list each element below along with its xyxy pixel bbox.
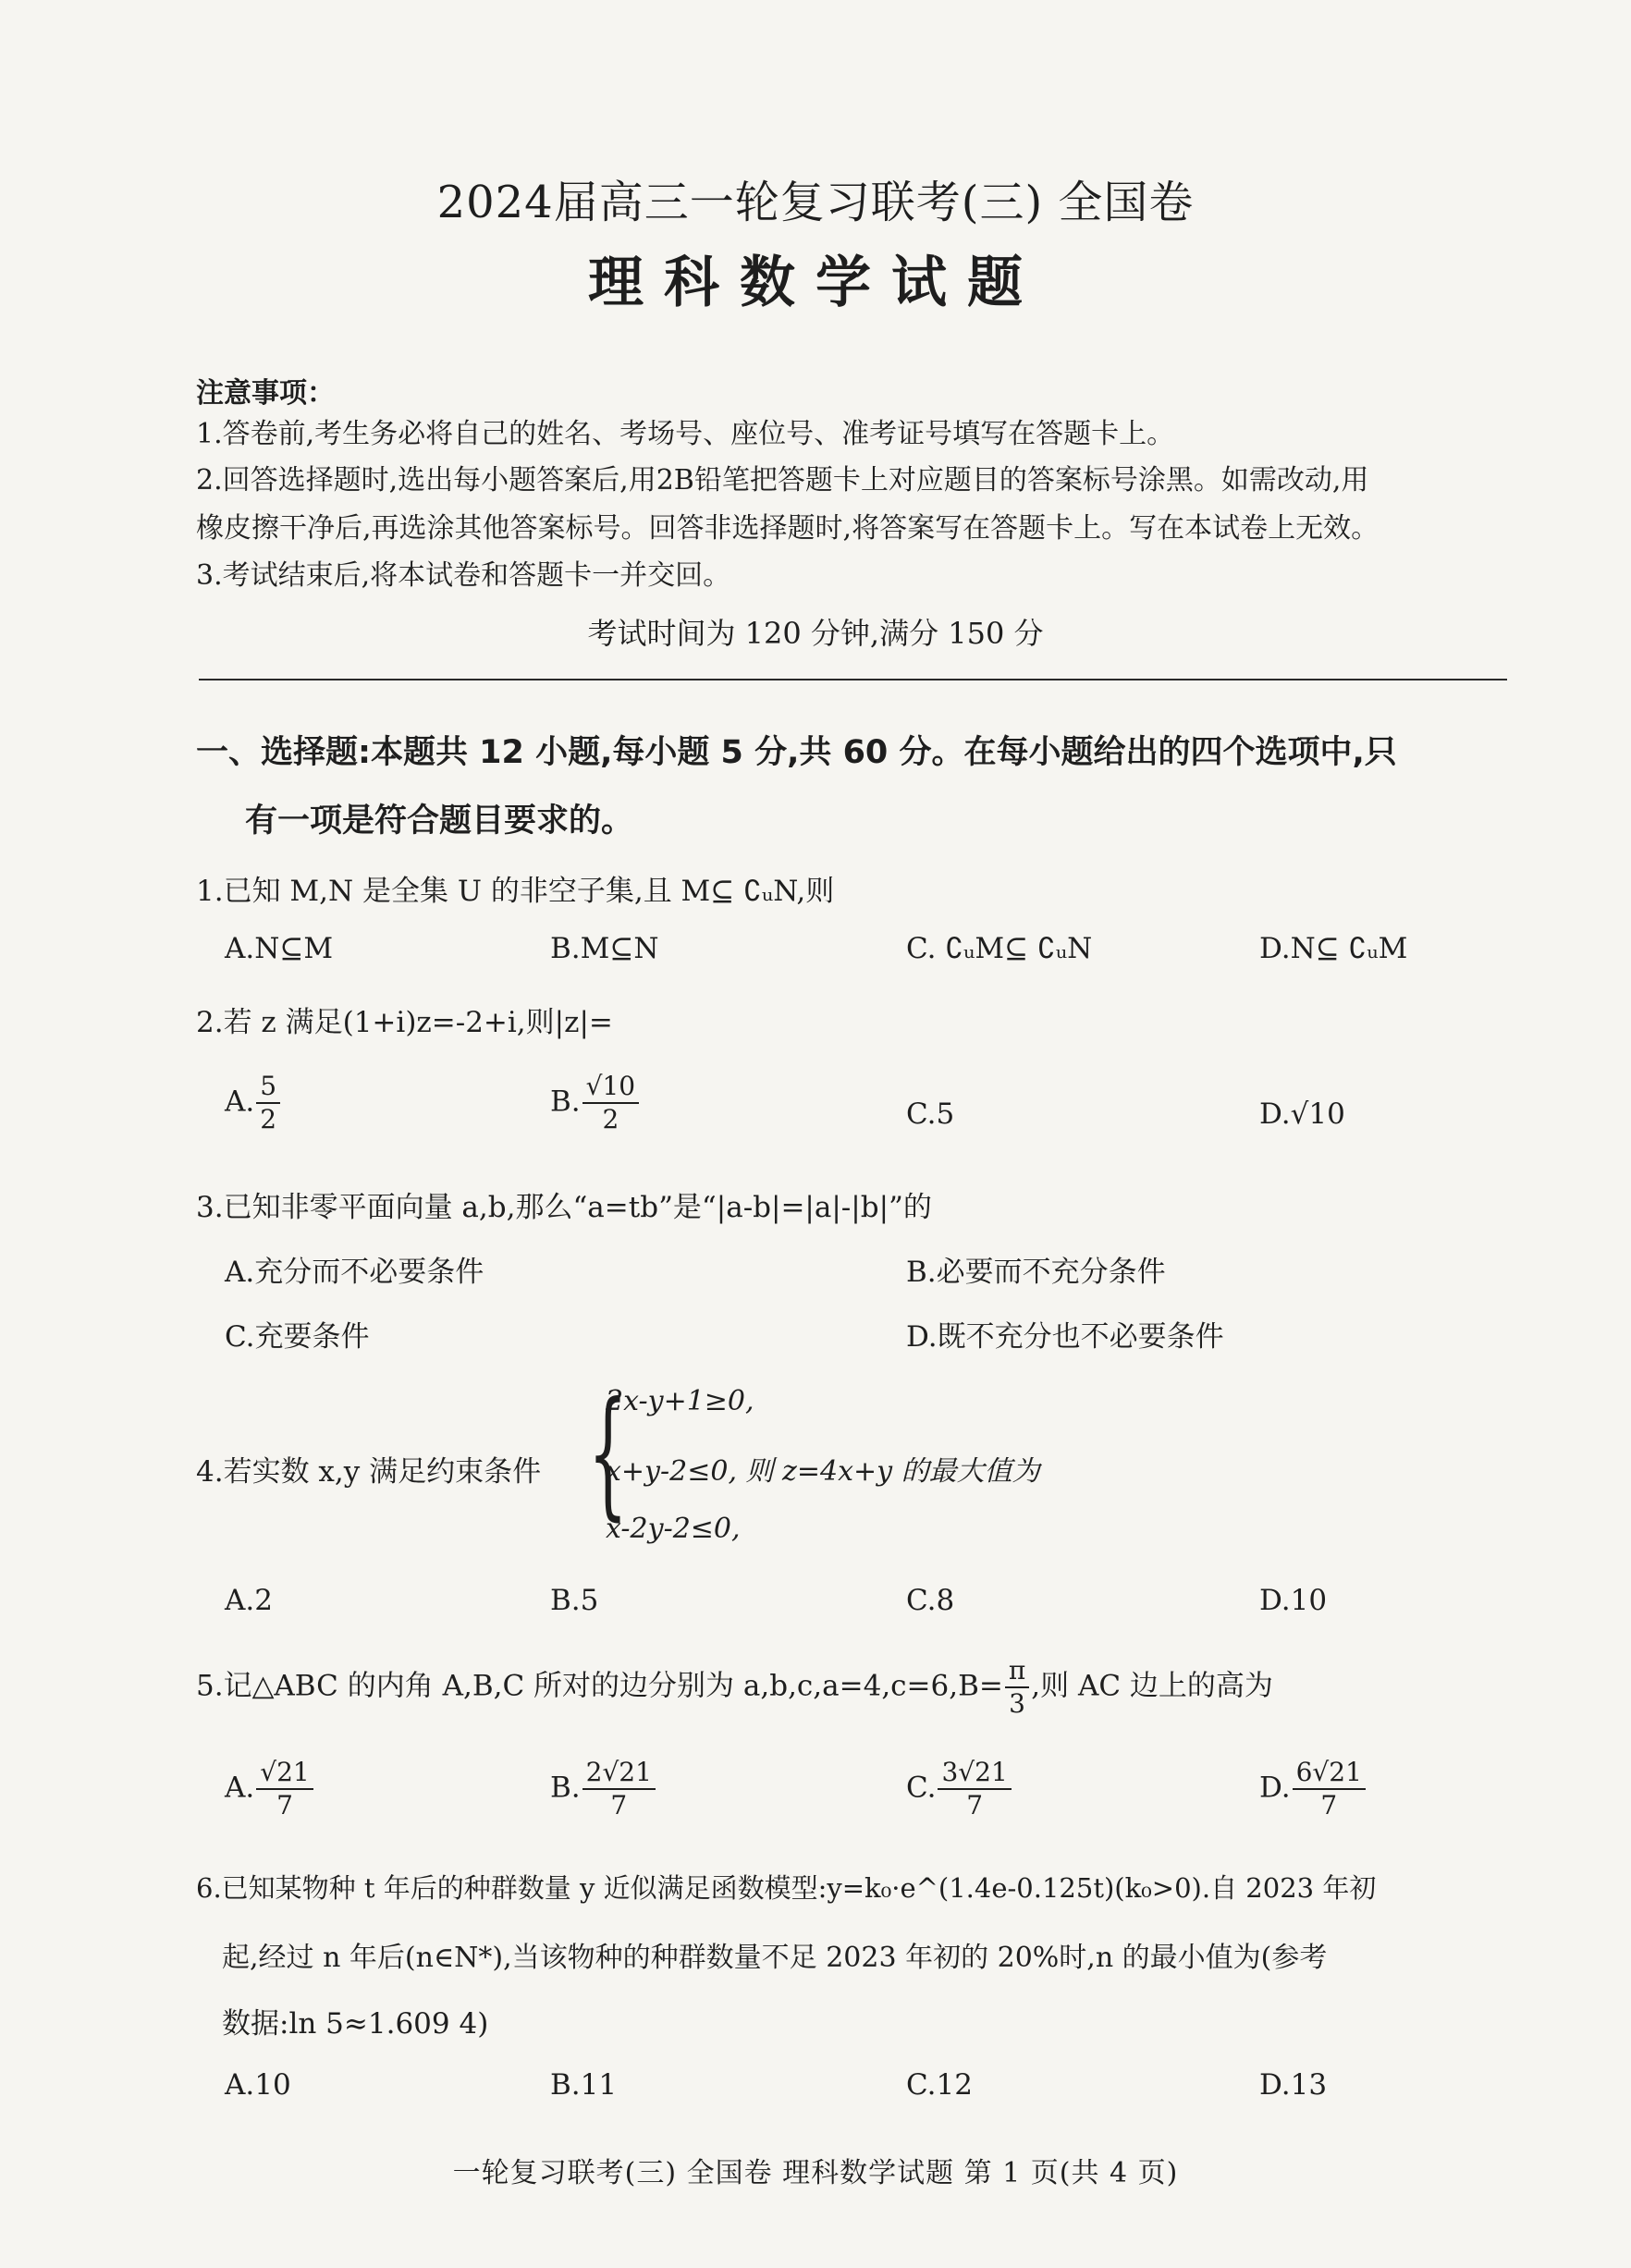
question-5-option-d xyxy=(1259,1757,1367,1821)
fraction-numerator: 5 xyxy=(256,1071,280,1104)
question-3-option-b: B.必要而不充分条件 xyxy=(906,1256,1166,1289)
fraction-numerator: 2√21 xyxy=(582,1757,656,1790)
constraint-3: x-2y-2≤0, xyxy=(606,1513,741,1545)
question-2-option-b-label: B. xyxy=(550,1085,581,1119)
question-2-option-a xyxy=(225,1071,282,1135)
question-6-line-2: 起,经过 n 年后(n∈N*),当该物种的种群数量不足 2023 年初的 20%时,n 的最小值为(参考 xyxy=(222,1942,1328,1974)
fraction-numerator: √10 xyxy=(582,1071,639,1104)
question-5-stem-left: 5.记△ABC 的内角 A,B,C 所对的边分别为 a,b,c,a=4,c=6,B= xyxy=(196,1669,1003,1703)
question-2-stem: 2.若 z 满足(1+i)z=-2+i,则|z|= xyxy=(196,1006,613,1039)
question-2-option-c: C.5 xyxy=(906,1097,955,1131)
option-fraction xyxy=(256,1757,313,1821)
question-2-option-b-fraction xyxy=(582,1071,639,1135)
option-label: C. xyxy=(906,1771,937,1805)
question-6-option-c: C.12 xyxy=(906,2068,973,2102)
question-1-option-a: A.N⊆M xyxy=(225,932,334,965)
question-6-option-b: B.11 xyxy=(550,2068,618,2102)
question-4-option-b: B.5 xyxy=(550,1584,599,1617)
question-4-option-c: C.8 xyxy=(906,1584,955,1617)
question-3-option-a: A.充分而不必要条件 xyxy=(225,1256,484,1289)
constraint-2: x+y-2≤0, 则 z=4x+y 的最大值为 xyxy=(606,1455,1040,1488)
question-6-option-d: D.13 xyxy=(1259,2068,1328,2102)
question-1-option-c: C. ∁ᵤM⊆ ∁ᵤN xyxy=(906,932,1093,965)
question-3-option-d: D.既不充分也不必要条件 xyxy=(906,1320,1224,1354)
question-6-line-3: 数据:ln 5≈1.609 4) xyxy=(222,2007,489,2041)
notice-heading: 注意事项： xyxy=(196,377,335,410)
section-heading: 一、选择题:本题共 12 小题,每小题 5 分,共 60 分。在每小题给出的四个选项中,只 xyxy=(196,734,1397,771)
fraction-numerator: 6√21 xyxy=(1293,1757,1366,1790)
fraction-numerator: 3√21 xyxy=(938,1757,1011,1790)
option-fraction xyxy=(938,1757,1011,1821)
fraction-denominator: 7 xyxy=(276,1790,293,1821)
question-5-option-b xyxy=(550,1757,657,1821)
system-brace: { xyxy=(588,1373,628,1534)
fraction-denominator: 7 xyxy=(966,1790,984,1821)
angle-b-fraction xyxy=(1005,1655,1029,1720)
question-4-stem: 4.若实数 x,y 满足约束条件 xyxy=(196,1455,542,1489)
question-6-option-a: A.10 xyxy=(225,2068,291,2102)
fraction-denominator: 2 xyxy=(602,1104,619,1134)
notice-item-2-cont: 橡皮擦干净后,再选涂其他答案标号。回答非选择题时,将答案写在答题卡上。写在本试卷上无效。 xyxy=(196,512,1380,545)
fraction-denominator: 3 xyxy=(1009,1688,1025,1719)
notice-item-3: 3.考试结束后,将本试卷和答题卡一并交回。 xyxy=(196,559,731,592)
question-1-option-d: D.N⊆ ∁ᵤM xyxy=(1259,932,1408,965)
option-fraction xyxy=(582,1757,656,1821)
question-3-stem: 3.已知非零平面向量 a,b,那么“a=tb”是“|a-b|=|a|-|b|”的 xyxy=(196,1191,932,1224)
question-4-option-d: D.10 xyxy=(1259,1584,1328,1617)
exam-title: 2024届高三一轮复习联考(三) 全国卷 xyxy=(436,177,1195,228)
question-5-option-c xyxy=(906,1757,1013,1821)
question-5-stem xyxy=(196,1655,1273,1720)
constraint-1: 2x-y+1≥0, xyxy=(606,1385,754,1417)
question-1-stem: 1.已知 M,N 是全集 U 的非空子集,且 M⊆ ∁ᵤN,则 xyxy=(196,875,835,908)
option-fraction xyxy=(1293,1757,1366,1821)
fraction-denominator: 7 xyxy=(1320,1790,1338,1821)
fraction-denominator: 2 xyxy=(260,1104,277,1134)
page-footer: 一轮复习联考(三) 全国卷 理科数学试题 第 1 页(共 4 页) xyxy=(452,2157,1179,2189)
question-2-option-b xyxy=(550,1071,641,1135)
question-2-option-d: D.√10 xyxy=(1259,1097,1345,1131)
fraction-numerator: √21 xyxy=(256,1757,313,1790)
fraction-numerator: π xyxy=(1005,1655,1029,1688)
notice-item-1: 1.答卷前,考生务必将自己的姓名、考场号、座位号、准考证号填写在答题卡上。 xyxy=(196,418,1175,450)
fraction-denominator: 7 xyxy=(610,1790,628,1821)
question-2-option-a-fraction xyxy=(256,1071,280,1135)
notice-item-2: 2.回答选择题时,选出每小题答案后,用2B铅笔把答题卡上对应题目的答案标号涂黑。如需改动,用 xyxy=(196,464,1369,497)
exam-time: 考试时间为 120 分钟,满分 150 分 xyxy=(587,616,1044,651)
question-1-option-b: B.M⊆N xyxy=(550,932,659,965)
subject-title: 理科数学试题 xyxy=(588,251,1043,315)
question-6-line-1: 6.已知某物种 t 年后的种群数量 y 近似满足函数模型:y=k₀·e^(1.4e-0.125t)(k₀>0).自 2023 年初 xyxy=(196,1872,1377,1904)
question-2-option-a-label: A. xyxy=(225,1085,255,1119)
question-5-option-a xyxy=(225,1757,315,1821)
option-label: D. xyxy=(1259,1771,1291,1805)
question-4-option-a: A.2 xyxy=(225,1584,273,1617)
option-label: A. xyxy=(225,1771,255,1805)
section-heading-cont: 有一项是符合题目要求的。 xyxy=(245,803,634,840)
option-label: B. xyxy=(550,1771,581,1805)
divider-rule xyxy=(199,679,1507,680)
question-5-stem-right: ,则 AC 边上的高为 xyxy=(1031,1669,1273,1703)
question-3-option-c: C.充要条件 xyxy=(225,1320,370,1354)
